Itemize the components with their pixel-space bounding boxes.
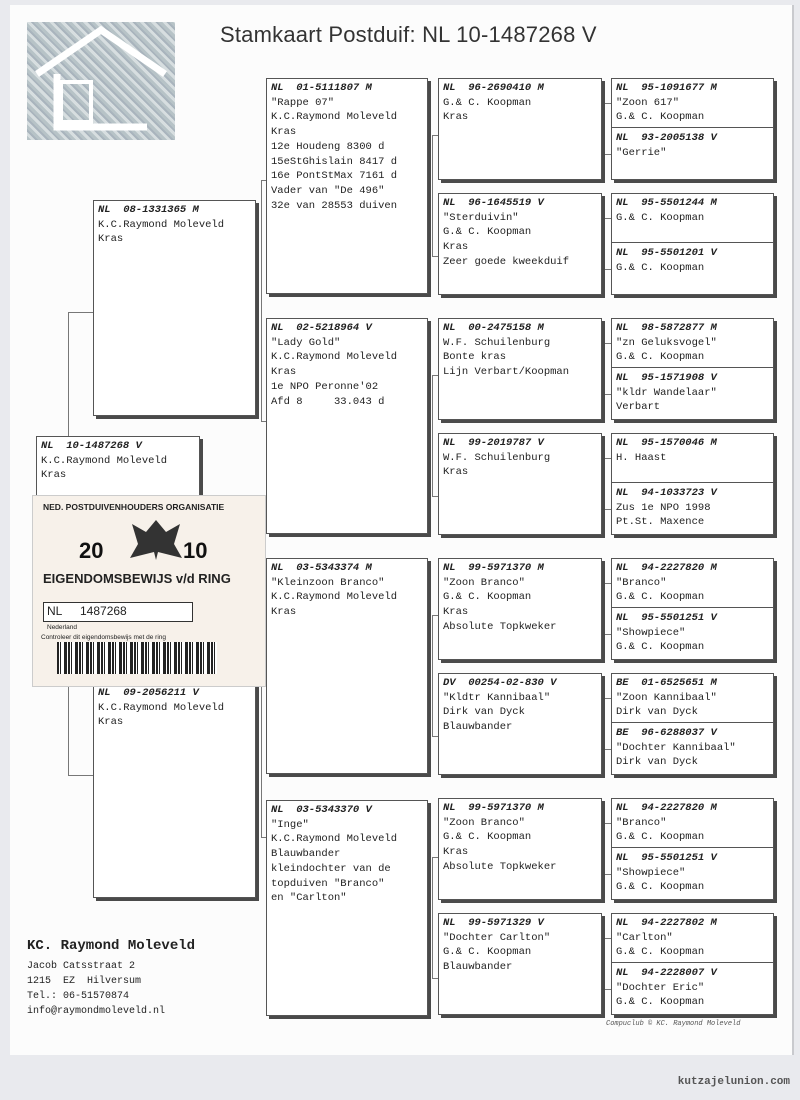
pigeon-detail-line: K.C.Raymond Moleveld — [271, 111, 398, 124]
pigeon-detail-line: G.& C. Koopman — [616, 641, 705, 654]
pigeon-detail-line: Afd 8 33.043 d — [271, 395, 385, 408]
pigeon-detail-line: 1e NPO Peronne'02 — [271, 380, 379, 393]
pigeon-detail-line: "Carlton" — [616, 931, 673, 944]
pigeon-pair-bottom — [612, 129, 773, 160]
pigeon-ring-number: NL 96-1645519 V — [443, 197, 544, 209]
pigeon-detail-line: Dirk van Dyck — [443, 706, 525, 719]
pigeon-detail-line: W.F. Schuilenburg — [443, 336, 551, 349]
pigeon-detail-line: 12e Houdeng 8300 d — [271, 140, 385, 153]
pigeon-pair-box — [611, 798, 774, 900]
pigeon-detail-line: G.& C. Koopman — [443, 96, 532, 109]
ring-card-control-text: Controleer dit eigendomsbewijs met de ring — [41, 634, 167, 641]
pigeon-pair-box — [611, 673, 774, 775]
pigeon-pair-box — [611, 558, 774, 660]
ring-card-country-label: Nederland — [47, 624, 77, 631]
ring-year-left: 20 — [79, 538, 104, 563]
pigeon-ring-number: NL 03-5343370 V — [271, 804, 372, 816]
pigeon-detail-line: G.& C. Koopman — [616, 111, 705, 124]
pigeon-box — [438, 913, 602, 1015]
pair-divider — [612, 847, 773, 848]
pigeon-ring-number: NL 03-5343374 M — [271, 562, 372, 574]
pigeon-pair-top — [612, 559, 773, 605]
pigeon-ring-number: NL 95-5501201 V — [616, 247, 717, 259]
pigeon-detail-line: "Zoon Kannibaal" — [616, 691, 717, 704]
pigeon-detail-line: Lijn Verbart/Koopman — [443, 366, 570, 379]
pigeon-box — [266, 78, 428, 294]
pair-divider — [612, 607, 773, 608]
pigeon-pair-top — [612, 79, 773, 125]
pigeon-detail-line: "kldr Wandelaar" — [616, 386, 717, 399]
pigeon-detail-line: G.& C. Koopman — [616, 946, 705, 959]
pigeon-detail-line: "Inge" — [271, 818, 309, 831]
pigeon-detail-line: "Dochter Carlton" — [443, 931, 551, 944]
pigeon-detail-line: K.C.Raymond Moleveld — [271, 351, 398, 364]
pigeon-detail-line: "Zoon Branco" — [443, 576, 525, 589]
pigeon-detail-line: Verbart — [616, 401, 661, 414]
pigeon-detail-line: Blauwbander — [271, 848, 341, 861]
pigeon-detail-line: "Gerrie" — [616, 146, 667, 159]
pigeon-pair-box — [611, 78, 774, 180]
pigeon-detail-line: K.C.Raymond Moleveld — [98, 218, 225, 231]
pigeon-pair-top — [612, 914, 773, 960]
pigeon-detail-line: Kras — [271, 126, 297, 139]
pigeon-detail-line: "Branco" — [616, 576, 667, 589]
pigeon-pair-bottom — [612, 484, 773, 530]
pigeon-detail-line: G.& C. Koopman — [616, 881, 705, 894]
pigeon-detail-line: topduiven "Branco" — [271, 877, 385, 890]
pigeon-pair-bottom — [612, 369, 773, 415]
breeder-email: info@raymondmoleveld.nl — [27, 1006, 166, 1017]
pigeon-detail-line: G.& C. Koopman — [616, 591, 705, 604]
pigeon-ring-number: NL 08-1331365 M — [98, 204, 199, 216]
pigeon-detail-line: "zn Geluksvogel" — [616, 336, 717, 349]
pigeon-ring-number: NL 00-2475158 M — [443, 322, 544, 334]
pigeon-detail-line: Kras — [443, 241, 469, 254]
pigeon-ring-number: NL 95-1091677 M — [616, 82, 717, 94]
pigeon-box — [266, 558, 428, 774]
pigeon-pair-box — [611, 913, 774, 1015]
pigeon-detail-line: Absolute Topkweker — [443, 860, 557, 873]
breeder-phone: Tel.: 06-51570874 — [27, 991, 130, 1002]
pigeon-ring-number: NL 95-1570046 M — [616, 437, 717, 449]
pigeon-pair-top — [612, 799, 773, 845]
pigeon-ring-number: NL 95-5501244 M — [616, 197, 717, 209]
pigeon-ring-number: NL 99-5971370 M — [443, 802, 544, 814]
pigeon-detail-line: 16e PontStMax 7161 d — [271, 170, 398, 183]
pigeon-detail-line: "Zoon 617" — [616, 96, 680, 109]
pigeon-detail-line: en "Carlton" — [271, 892, 347, 905]
pigeon-ring-number: NL 02-5218964 V — [271, 322, 372, 334]
pigeon-ring-number: NL 94-2227802 M — [616, 917, 717, 929]
pigeon-ring-number: NL 94-2228007 V — [616, 967, 717, 979]
pigeon-box — [266, 800, 428, 1016]
pair-divider — [612, 127, 773, 128]
pigeon-ring-number: NL 95-5501251 V — [616, 852, 717, 864]
pigeon-detail-line: Kras — [98, 716, 124, 729]
pigeon-detail-line: Kras — [271, 366, 297, 379]
pigeon-detail-line: Kras — [443, 846, 469, 859]
breeder-address-1: Jacob Catsstraat 2 — [27, 961, 136, 972]
pigeon-detail-line: Absolute Topkweker — [443, 620, 557, 633]
pigeon-detail-line: "Showpiece" — [616, 626, 686, 639]
pigeon-detail-line: 15eStGhislain 8417 d — [271, 155, 398, 168]
pigeon-detail-line: Dirk van Dyck — [616, 706, 698, 719]
pigeon-detail-line: G.& C. Koopman — [616, 351, 705, 364]
breeder-address-2: 1215 EZ Hilversum — [27, 976, 142, 987]
pigeon-detail-line: Kras — [271, 606, 297, 619]
pigeon-detail-line: Zus 1e NPO 1998 — [616, 501, 711, 514]
ring-number: 1487268 — [80, 604, 127, 618]
pigeon-detail-line: H. Haast — [616, 451, 667, 464]
pigeon-detail-line: "Sterduivin" — [443, 211, 519, 224]
pigeon-box — [438, 433, 602, 535]
pair-divider — [612, 367, 773, 368]
breeder-name: KC. Raymond Moleveld — [27, 938, 196, 954]
pigeon-detail-line: Zeer goede kweekduif — [443, 255, 570, 268]
pigeon-ring-number: NL 95-1571908 V — [616, 372, 717, 384]
pigeon-detail-line: "Kleinzoon Branco" — [271, 576, 385, 589]
pigeon-detail-line: G.& C. Koopman — [616, 831, 705, 844]
pigeon-box — [93, 200, 256, 416]
pigeon-detail-line: K.C.Raymond Moleveld — [271, 591, 398, 604]
ring-card-title: EIGENDOMSBEWIJS v/d RING — [43, 571, 231, 586]
pigeon-detail-line: "Rappe 07" — [271, 96, 335, 109]
pigeon-box — [438, 78, 602, 180]
pigeon-ring-number: NL 01-5111807 M — [271, 82, 372, 94]
pigeon-box — [438, 558, 602, 660]
breeder-info — [27, 938, 195, 1019]
house-logo — [27, 22, 175, 140]
pigeon-detail-line: "Branco" — [616, 816, 667, 829]
pigeon-box — [438, 673, 602, 775]
pigeon-detail-line: K.C.Raymond Moleveld — [41, 454, 168, 467]
pigeon-pair-top — [612, 319, 773, 365]
pigeon-detail-line: G.& C. Koopman — [443, 591, 532, 604]
pigeon-detail-line: "Dochter Eric" — [616, 981, 705, 994]
pair-divider — [612, 722, 773, 723]
pigeon-detail-line: K.C.Raymond Moleveld — [271, 833, 398, 846]
pigeon-detail-line: Vader van "De 496" — [271, 184, 385, 197]
pigeon-ring-number: NL 10-1487268 V — [41, 440, 142, 452]
ring-number-field — [43, 602, 193, 622]
pigeon-ring-number: NL 94-2227820 M — [616, 802, 717, 814]
pigeon-ring-number: NL 09-2056211 V — [98, 687, 199, 699]
pigeon-detail-line: Blauwbander — [443, 721, 513, 734]
ring-card-org: NED. POSTDUIVENHOUDERS ORGANISATIE — [43, 502, 225, 512]
pigeon-detail-line: G.& C. Koopman — [443, 946, 532, 959]
pair-divider — [612, 962, 773, 963]
pigeon-detail-line: Kras — [41, 469, 67, 482]
pigeon-detail-line: "Kldtr Kannibaal" — [443, 691, 551, 704]
pigeon-pair-box — [611, 433, 774, 535]
tree-connector-line — [68, 685, 94, 776]
ring-year-right: 10 — [183, 538, 208, 563]
pigeon-detail-line: Kras — [443, 111, 469, 124]
pigeon-pair-bottom — [612, 609, 773, 655]
pigeon-detail-line: 32e van 28553 duiven — [271, 199, 398, 212]
ring-ownership-card — [32, 495, 266, 687]
pigeon-ring-number: NL 93-2005138 V — [616, 132, 717, 144]
pigeon-detail-line: G.& C. Koopman — [616, 261, 705, 274]
pigeon-ring-number: NL 94-2227820 M — [616, 562, 717, 574]
pigeon-detail-line: Kras — [98, 233, 124, 246]
pigeon-pair-top — [612, 674, 773, 720]
pigeon-ring-number: NL 99-2019787 V — [443, 437, 544, 449]
pigeon-detail-line: G.& C. Koopman — [616, 996, 705, 1009]
pigeon-detail-line: G.& C. Koopman — [616, 211, 705, 224]
pigeon-detail-line: G.& C. Koopman — [443, 831, 532, 844]
pigeon-detail-line: Kras — [443, 466, 469, 479]
pigeon-ring-number: NL 99-5971329 V — [443, 917, 544, 929]
pigeon-detail-line: Kras — [443, 606, 469, 619]
pigeon-detail-line: kleindochter van de — [271, 862, 391, 875]
pigeon-detail-line: Dirk van Dyck — [616, 756, 698, 769]
pigeon-pair-bottom — [612, 964, 773, 1010]
pigeon-pair-bottom — [612, 849, 773, 895]
pigeon-detail-line: "Showpiece" — [616, 866, 686, 879]
pigeon-ring-number: NL 98-5872877 M — [616, 322, 717, 334]
pigeon-detail-line: "Zoon Branco" — [443, 816, 525, 829]
pigeon-detail-line: "Lady Gold" — [271, 336, 341, 349]
pigeon-box — [438, 193, 602, 295]
pigeon-ring-number: NL 96-2690410 M — [443, 82, 544, 94]
pigeon-ring-number: BE 01-6525651 M — [616, 677, 717, 689]
pigeon-detail-line: Blauwbander — [443, 961, 513, 974]
pair-divider — [612, 482, 773, 483]
pigeon-box — [266, 318, 428, 534]
pigeon-box — [438, 318, 602, 420]
pigeon-box — [93, 683, 256, 898]
lion-emblem-icon — [128, 518, 184, 562]
pigeon-ring-number: NL 94-1033723 V — [616, 487, 717, 499]
ring-barcode — [57, 642, 217, 674]
pigeon-pair-box — [611, 318, 774, 420]
pigeon-pair-bottom — [612, 724, 773, 770]
copyright-note: Compuclub © KC. Raymond Moleveld — [606, 1020, 741, 1028]
ring-country: NL — [47, 604, 63, 618]
pigeon-detail-line: "Dochter Kannibaal" — [616, 741, 736, 754]
pigeon-ring-number: BE 96-6288037 V — [616, 727, 717, 739]
pigeon-ring-number: DV 00254-02-830 V — [443, 677, 557, 689]
pigeon-pair-box — [611, 193, 774, 295]
pigeon-box — [36, 436, 200, 498]
pigeon-pair-bottom — [612, 244, 773, 275]
pigeon-detail-line: K.C.Raymond Moleveld — [98, 701, 225, 714]
pigeon-detail-line: G.& C. Koopman — [443, 226, 532, 239]
pair-divider — [612, 242, 773, 243]
pigeon-box — [438, 798, 602, 900]
pigeon-detail-line: Pt.St. Maxence — [616, 516, 705, 529]
watermark: kutzajelunion.com — [677, 1076, 790, 1088]
pigeon-detail-line: W.F. Schuilenburg — [443, 451, 551, 464]
pigeon-pair-top — [612, 194, 773, 225]
pigeon-detail-line: Bonte kras — [443, 351, 507, 364]
pigeon-ring-number: NL 95-5501251 V — [616, 612, 717, 624]
page-title: Stamkaart Postduif: NL 10-1487268 V — [220, 22, 597, 47]
pigeon-ring-number: NL 99-5971370 M — [443, 562, 544, 574]
pigeon-pair-top — [612, 434, 773, 465]
